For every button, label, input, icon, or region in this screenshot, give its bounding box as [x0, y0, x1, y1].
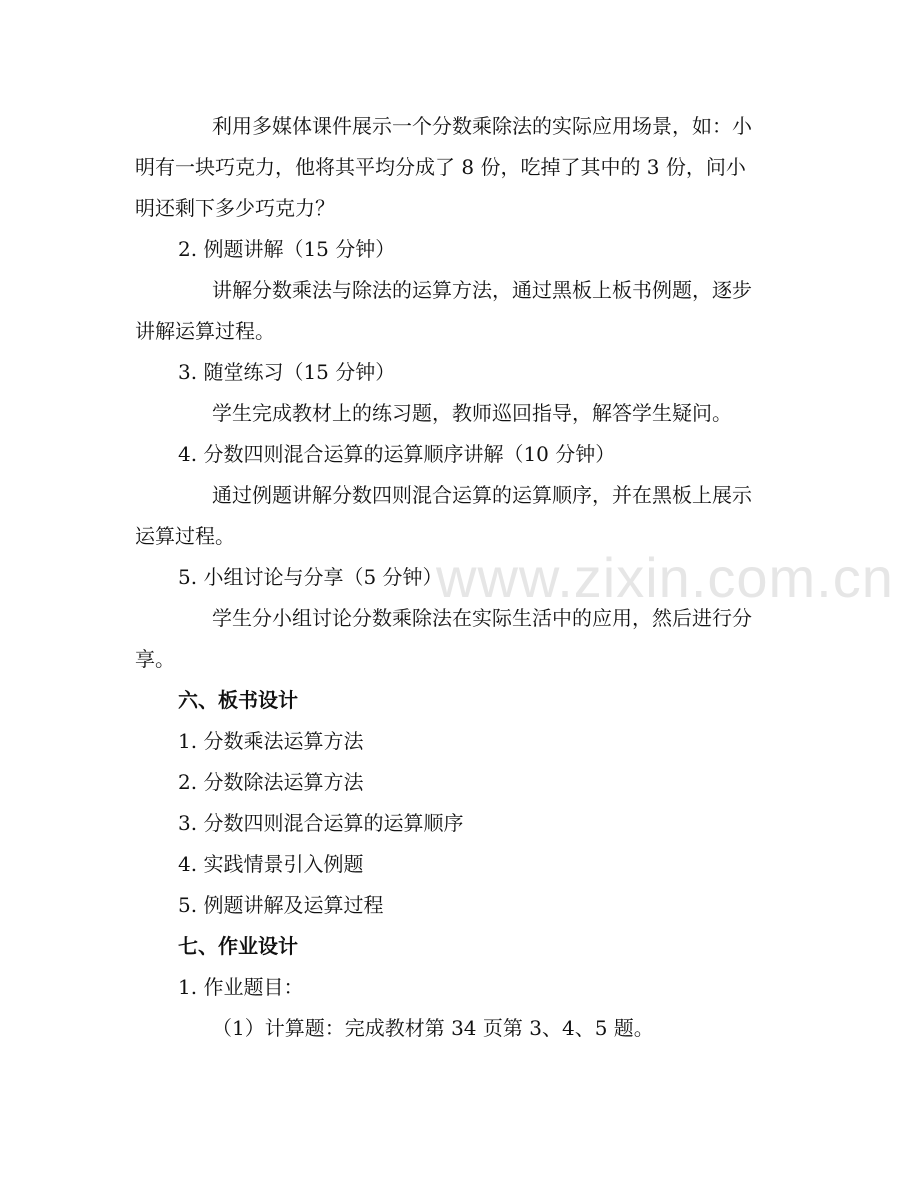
list-item: 2. 分数除法运算方法 — [178, 770, 364, 794]
list-item: 5. 例题讲解及运算过程 — [178, 893, 384, 917]
list-item-heading: 4. 分数四则混合运算的运算顺序讲解（10 分钟） — [178, 442, 616, 466]
paragraph-line: 学生完成教材上的练习题，教师巡回指导，解答学生疑问。 — [212, 401, 732, 425]
paragraph-line: 学生分小组讨论分数乘除法在实际生活中的应用，然后进行分 — [212, 606, 752, 630]
paragraph-line: 运算过程。 — [135, 524, 235, 548]
paragraph-line: 讲解分数乘法与除法的运算方法，通过黑板上板书例题，逐步 — [212, 278, 752, 302]
list-item: 3. 分数四则混合运算的运算顺序 — [178, 811, 464, 835]
paragraph-line: 明还剩下多少巧克力？ — [135, 196, 335, 220]
paragraph-line: 明有一块巧克力，他将其平均分成了 8 份，吃掉了其中的 3 份，问小 — [135, 155, 746, 179]
paragraph-line: （1）计算题：完成教材第 34 页第 3、4、5 题。 — [212, 1016, 654, 1040]
paragraph-line: 讲解运算过程。 — [135, 319, 275, 343]
list-item-heading: 2. 例题讲解（15 分钟） — [178, 237, 396, 261]
paragraph-line: 通过例题讲解分数四则混合运算的运算顺序，并在黑板上展示 — [212, 483, 752, 507]
list-item: 1. 作业题目： — [178, 975, 304, 999]
list-item: 4. 实践情景引入例题 — [178, 852, 364, 876]
list-item-heading: 5. 小组讨论与分享（5 分钟） — [178, 565, 443, 589]
section-heading: 七、作业设计 — [178, 934, 298, 958]
paragraph-line: 利用多媒体课件展示一个分数乘除法的实际应用场景，如：小 — [212, 114, 752, 138]
list-item-heading: 3. 随堂练习（15 分钟） — [178, 360, 396, 384]
watermark: www.zixin.com.cn — [436, 546, 894, 609]
section-heading: 六、板书设计 — [178, 688, 298, 712]
paragraph-line: 享。 — [135, 647, 175, 671]
list-item: 1. 分数乘法运算方法 — [178, 729, 364, 753]
